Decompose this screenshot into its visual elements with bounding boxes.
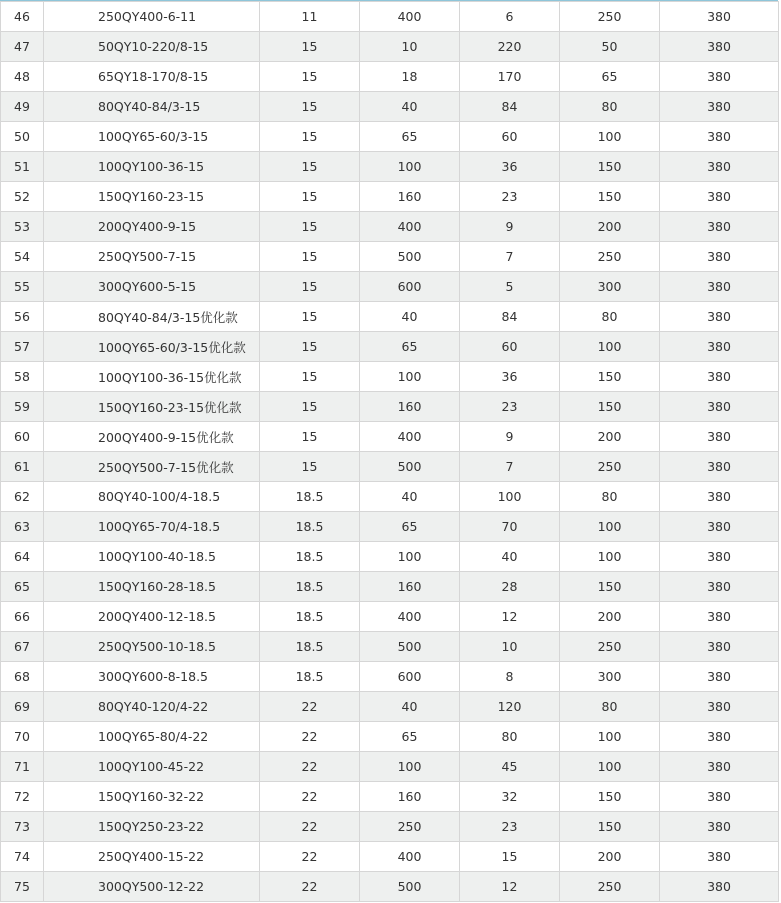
voltage-cell: 380 (660, 62, 779, 92)
row-number-cell: 61 (1, 452, 44, 482)
flow-cell: 100 (360, 752, 460, 782)
table-body (1, 2, 779, 902)
row-number-cell: 47 (1, 32, 44, 62)
voltage-cell: 380 (660, 302, 779, 332)
head-cell: 36 (460, 362, 560, 392)
flow-cell: 600 (360, 662, 460, 692)
voltage-cell: 380 (660, 2, 779, 32)
table-row (1, 812, 779, 842)
model-cell: 100QY100-36-15 (44, 152, 260, 182)
flow-cell: 500 (360, 632, 460, 662)
row-number-cell: 70 (1, 722, 44, 752)
voltage-cell: 380 (660, 482, 779, 512)
head-cell: 220 (460, 32, 560, 62)
head-cell: 84 (460, 302, 560, 332)
row-number-cell: 60 (1, 422, 44, 452)
flow-cell: 500 (360, 242, 460, 272)
head-cell: 120 (460, 692, 560, 722)
row-number-cell: 75 (1, 872, 44, 902)
row-number-cell: 71 (1, 752, 44, 782)
table-row (1, 92, 779, 122)
table-row (1, 542, 779, 572)
table-row (1, 722, 779, 752)
outlet-cell: 250 (560, 2, 660, 32)
head-cell: 15 (460, 842, 560, 872)
voltage-cell: 380 (660, 782, 779, 812)
power-cell: 15 (260, 92, 360, 122)
flow-cell: 160 (360, 392, 460, 422)
model-cell: 100QY100-45-22 (44, 752, 260, 782)
model-cell: 65QY18-170/8-15 (44, 62, 260, 92)
outlet-cell: 100 (560, 512, 660, 542)
model-cell: 200QY400-9-15优化款 (44, 422, 260, 452)
power-cell: 15 (260, 182, 360, 212)
power-cell: 15 (260, 422, 360, 452)
power-cell: 15 (260, 392, 360, 422)
head-cell: 10 (460, 632, 560, 662)
outlet-cell: 80 (560, 692, 660, 722)
outlet-cell: 65 (560, 62, 660, 92)
table-row (1, 692, 779, 722)
head-cell: 60 (460, 122, 560, 152)
power-cell: 22 (260, 722, 360, 752)
head-cell: 6 (460, 2, 560, 32)
flow-cell: 500 (360, 872, 460, 902)
table-row (1, 782, 779, 812)
outlet-cell: 100 (560, 332, 660, 362)
model-cell: 300QY600-8-18.5 (44, 662, 260, 692)
model-cell: 250QY500-10-18.5 (44, 632, 260, 662)
table-row (1, 332, 779, 362)
outlet-cell: 100 (560, 122, 660, 152)
outlet-cell: 300 (560, 272, 660, 302)
outlet-cell: 250 (560, 632, 660, 662)
model-cell: 200QY400-9-15 (44, 212, 260, 242)
flow-cell: 400 (360, 2, 460, 32)
outlet-cell: 300 (560, 662, 660, 692)
power-cell: 22 (260, 782, 360, 812)
power-cell: 15 (260, 452, 360, 482)
table-row (1, 242, 779, 272)
voltage-cell: 380 (660, 422, 779, 452)
voltage-cell: 380 (660, 752, 779, 782)
outlet-cell: 100 (560, 542, 660, 572)
head-cell: 70 (460, 512, 560, 542)
table-row (1, 212, 779, 242)
model-cell: 80QY40-100/4-18.5 (44, 482, 260, 512)
head-cell: 9 (460, 422, 560, 452)
outlet-cell: 100 (560, 752, 660, 782)
model-cell: 100QY100-40-18.5 (44, 542, 260, 572)
table-row (1, 362, 779, 392)
model-cell: 80QY40-84/3-15 (44, 92, 260, 122)
pump-spec-table (0, 1, 779, 902)
model-cell: 100QY65-70/4-18.5 (44, 512, 260, 542)
row-number-cell: 68 (1, 662, 44, 692)
power-cell: 15 (260, 152, 360, 182)
flow-cell: 250 (360, 812, 460, 842)
head-cell: 100 (460, 482, 560, 512)
head-cell: 45 (460, 752, 560, 782)
voltage-cell: 380 (660, 512, 779, 542)
row-number-cell: 66 (1, 602, 44, 632)
voltage-cell: 380 (660, 32, 779, 62)
row-number-cell: 53 (1, 212, 44, 242)
power-cell: 18.5 (260, 572, 360, 602)
table-row (1, 272, 779, 302)
power-cell: 15 (260, 302, 360, 332)
model-cell: 250QY500-7-15 (44, 242, 260, 272)
outlet-cell: 150 (560, 362, 660, 392)
head-cell: 170 (460, 62, 560, 92)
model-cell: 100QY65-60/3-15优化款 (44, 332, 260, 362)
power-cell: 15 (260, 32, 360, 62)
power-cell: 18.5 (260, 542, 360, 572)
outlet-cell: 200 (560, 842, 660, 872)
table-row (1, 2, 779, 32)
head-cell: 23 (460, 392, 560, 422)
flow-cell: 65 (360, 512, 460, 542)
model-cell: 80QY40-120/4-22 (44, 692, 260, 722)
flow-cell: 100 (360, 152, 460, 182)
row-number-cell: 49 (1, 92, 44, 122)
head-cell: 23 (460, 182, 560, 212)
voltage-cell: 380 (660, 602, 779, 632)
flow-cell: 65 (360, 122, 460, 152)
head-cell: 5 (460, 272, 560, 302)
head-cell: 60 (460, 332, 560, 362)
row-number-cell: 57 (1, 332, 44, 362)
table-row (1, 302, 779, 332)
flow-cell: 65 (360, 332, 460, 362)
voltage-cell: 380 (660, 572, 779, 602)
table-row (1, 512, 779, 542)
outlet-cell: 80 (560, 482, 660, 512)
flow-cell: 400 (360, 842, 460, 872)
outlet-cell: 100 (560, 722, 660, 752)
table-row (1, 482, 779, 512)
model-cell: 150QY160-23-15优化款 (44, 392, 260, 422)
voltage-cell: 380 (660, 182, 779, 212)
power-cell: 22 (260, 752, 360, 782)
power-cell: 15 (260, 122, 360, 152)
outlet-cell: 50 (560, 32, 660, 62)
row-number-cell: 73 (1, 812, 44, 842)
table-row (1, 752, 779, 782)
flow-cell: 160 (360, 782, 460, 812)
flow-cell: 18 (360, 62, 460, 92)
voltage-cell: 380 (660, 452, 779, 482)
voltage-cell: 380 (660, 722, 779, 752)
model-cell: 250QY400-6-11 (44, 2, 260, 32)
head-cell: 8 (460, 662, 560, 692)
table-row (1, 632, 779, 662)
head-cell: 84 (460, 92, 560, 122)
power-cell: 15 (260, 62, 360, 92)
head-cell: 23 (460, 812, 560, 842)
power-cell: 15 (260, 332, 360, 362)
table-row (1, 872, 779, 902)
power-cell: 18.5 (260, 632, 360, 662)
head-cell: 7 (460, 242, 560, 272)
row-number-cell: 56 (1, 302, 44, 332)
voltage-cell: 380 (660, 812, 779, 842)
power-cell: 15 (260, 272, 360, 302)
row-number-cell: 65 (1, 572, 44, 602)
flow-cell: 400 (360, 602, 460, 632)
outlet-cell: 250 (560, 242, 660, 272)
power-cell: 22 (260, 812, 360, 842)
row-number-cell: 59 (1, 392, 44, 422)
row-number-cell: 52 (1, 182, 44, 212)
power-cell: 18.5 (260, 512, 360, 542)
model-cell: 100QY65-60/3-15 (44, 122, 260, 152)
flow-cell: 100 (360, 542, 460, 572)
head-cell: 40 (460, 542, 560, 572)
flow-cell: 40 (360, 692, 460, 722)
row-number-cell: 55 (1, 272, 44, 302)
power-cell: 15 (260, 242, 360, 272)
model-cell: 100QY100-36-15优化款 (44, 362, 260, 392)
head-cell: 36 (460, 152, 560, 182)
table-row (1, 422, 779, 452)
head-cell: 9 (460, 212, 560, 242)
voltage-cell: 380 (660, 242, 779, 272)
outlet-cell: 150 (560, 182, 660, 212)
flow-cell: 100 (360, 362, 460, 392)
outlet-cell: 200 (560, 422, 660, 452)
voltage-cell: 380 (660, 392, 779, 422)
voltage-cell: 380 (660, 152, 779, 182)
power-cell: 22 (260, 872, 360, 902)
model-cell: 250QY500-7-15优化款 (44, 452, 260, 482)
power-cell: 18.5 (260, 482, 360, 512)
power-cell: 15 (260, 362, 360, 392)
flow-cell: 160 (360, 182, 460, 212)
table-row (1, 452, 779, 482)
voltage-cell: 380 (660, 212, 779, 242)
row-number-cell: 51 (1, 152, 44, 182)
outlet-cell: 150 (560, 152, 660, 182)
head-cell: 12 (460, 872, 560, 902)
flow-cell: 40 (360, 302, 460, 332)
voltage-cell: 380 (660, 92, 779, 122)
head-cell: 80 (460, 722, 560, 752)
voltage-cell: 380 (660, 332, 779, 362)
row-number-cell: 58 (1, 362, 44, 392)
table-row (1, 32, 779, 62)
row-number-cell: 69 (1, 692, 44, 722)
voltage-cell: 380 (660, 692, 779, 722)
outlet-cell: 150 (560, 392, 660, 422)
model-cell: 150QY160-32-22 (44, 782, 260, 812)
row-number-cell: 62 (1, 482, 44, 512)
outlet-cell: 200 (560, 602, 660, 632)
row-number-cell: 74 (1, 842, 44, 872)
flow-cell: 65 (360, 722, 460, 752)
outlet-cell: 200 (560, 212, 660, 242)
model-cell: 300QY600-5-15 (44, 272, 260, 302)
table-row (1, 602, 779, 632)
flow-cell: 400 (360, 212, 460, 242)
table-row (1, 662, 779, 692)
table-row (1, 842, 779, 872)
outlet-cell: 80 (560, 302, 660, 332)
power-cell: 18.5 (260, 662, 360, 692)
table-row (1, 152, 779, 182)
row-number-cell: 46 (1, 2, 44, 32)
row-number-cell: 64 (1, 542, 44, 572)
head-cell: 12 (460, 602, 560, 632)
model-cell: 80QY40-84/3-15优化款 (44, 302, 260, 332)
row-number-cell: 67 (1, 632, 44, 662)
outlet-cell: 80 (560, 92, 660, 122)
head-cell: 32 (460, 782, 560, 812)
row-number-cell: 48 (1, 62, 44, 92)
voltage-cell: 380 (660, 662, 779, 692)
row-number-cell: 63 (1, 512, 44, 542)
power-cell: 15 (260, 212, 360, 242)
power-cell: 11 (260, 2, 360, 32)
flow-cell: 500 (360, 452, 460, 482)
voltage-cell: 380 (660, 362, 779, 392)
power-cell: 22 (260, 692, 360, 722)
table-row (1, 572, 779, 602)
outlet-cell: 150 (560, 812, 660, 842)
outlet-cell: 150 (560, 782, 660, 812)
flow-cell: 40 (360, 92, 460, 122)
outlet-cell: 150 (560, 572, 660, 602)
model-cell: 150QY160-23-15 (44, 182, 260, 212)
row-number-cell: 54 (1, 242, 44, 272)
model-cell: 250QY400-15-22 (44, 842, 260, 872)
voltage-cell: 380 (660, 872, 779, 902)
voltage-cell: 380 (660, 122, 779, 152)
head-cell: 7 (460, 452, 560, 482)
table-row (1, 62, 779, 92)
flow-cell: 40 (360, 482, 460, 512)
table-row (1, 122, 779, 152)
head-cell: 28 (460, 572, 560, 602)
flow-cell: 10 (360, 32, 460, 62)
outlet-cell: 250 (560, 872, 660, 902)
outlet-cell: 250 (560, 452, 660, 482)
voltage-cell: 380 (660, 272, 779, 302)
power-cell: 22 (260, 842, 360, 872)
model-cell: 50QY10-220/8-15 (44, 32, 260, 62)
power-cell: 18.5 (260, 602, 360, 632)
voltage-cell: 380 (660, 542, 779, 572)
table-row (1, 392, 779, 422)
row-number-cell: 50 (1, 122, 44, 152)
model-cell: 300QY500-12-22 (44, 872, 260, 902)
flow-cell: 160 (360, 572, 460, 602)
model-cell: 200QY400-12-18.5 (44, 602, 260, 632)
table-row (1, 182, 779, 212)
voltage-cell: 380 (660, 632, 779, 662)
voltage-cell: 380 (660, 842, 779, 872)
model-cell: 150QY160-28-18.5 (44, 572, 260, 602)
model-cell: 150QY250-23-22 (44, 812, 260, 842)
flow-cell: 600 (360, 272, 460, 302)
model-cell: 100QY65-80/4-22 (44, 722, 260, 752)
row-number-cell: 72 (1, 782, 44, 812)
flow-cell: 400 (360, 422, 460, 452)
